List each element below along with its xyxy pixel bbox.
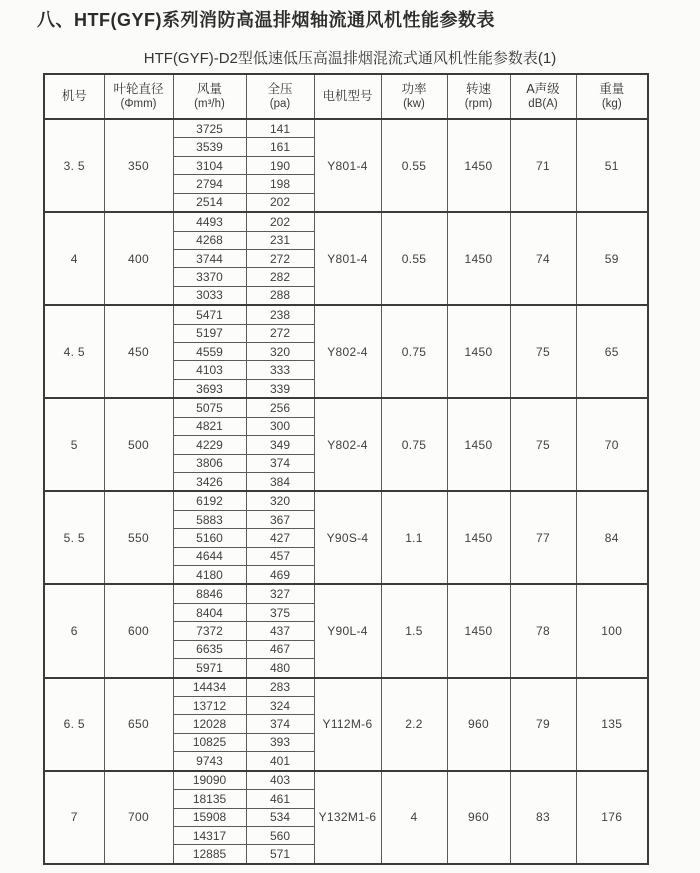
motor-model-cell: Y90S-4 [314,491,381,584]
airflow-cell: 5075 [173,398,246,417]
weight-cell: 70 [576,398,648,491]
airflow-cell: 5471 [173,305,246,324]
pressure-cell: 272 [246,324,314,342]
weight-cell: 135 [576,678,648,771]
speed-cell: 1450 [447,491,510,584]
impeller-diameter-cell: 550 [104,491,173,584]
motor-model-cell: Y802-4 [314,305,381,398]
pressure-cell: 349 [246,436,314,454]
airflow-cell: 12885 [173,845,246,864]
weight-cell: 176 [576,771,648,864]
motor-model-cell: Y132M1-6 [314,771,381,864]
power-cell: 4 [381,771,447,864]
weight-cell: 100 [576,584,648,677]
airflow-cell: 8404 [173,603,246,621]
pressure-cell: 374 [246,715,314,733]
speed-cell: 1450 [447,212,510,305]
fan-number-cell: 4. 5 [44,305,104,398]
pressure-cell: 461 [246,790,314,808]
fan-number-cell: 5. 5 [44,491,104,584]
header-power: 功率 (kw) [381,74,447,119]
airflow-cell: 19090 [173,771,246,790]
noise-level-cell: 83 [510,771,576,864]
impeller-diameter-cell: 500 [104,398,173,491]
airflow-cell: 15908 [173,808,246,826]
impeller-diameter-cell: 400 [104,212,173,305]
airflow-cell: 8846 [173,584,246,603]
table-subtitle: HTF(GYF)-D2型低速低压高温排烟混流式通风机性能参数表(1) [143,50,557,67]
pressure-cell: 283 [246,678,314,697]
airflow-cell: 6635 [173,640,246,658]
pressure-cell: 141 [246,119,314,138]
header-airflow: 风量 (m³/h) [173,74,246,119]
pressure-cell: 320 [246,491,314,510]
motor-model-cell: Y801-4 [314,119,381,212]
speed-cell: 1450 [447,584,510,677]
weight-cell: 59 [576,212,648,305]
airflow-cell: 12028 [173,715,246,733]
fan-number-cell: 4 [44,212,104,305]
speed-cell: 1450 [447,398,510,491]
pressure-cell: 202 [246,193,314,212]
document-title: 八、HTF(GYF)系列消防高温排烟轴流通风机性能参数表 [37,10,495,30]
pressure-cell: 282 [246,268,314,286]
airflow-cell: 7372 [173,622,246,640]
pressure-cell: 324 [246,697,314,715]
weight-cell: 51 [576,119,648,212]
pressure-cell: 327 [246,584,314,603]
speed-cell: 1450 [447,119,510,212]
pressure-cell: 375 [246,603,314,621]
airflow-cell: 3033 [173,286,246,305]
spec-row [44,771,648,790]
pressure-cell: 288 [246,286,314,305]
airflow-cell: 4559 [173,343,246,361]
pressure-cell: 427 [246,529,314,547]
airflow-cell: 5883 [173,510,246,528]
pressure-cell: 374 [246,454,314,472]
airflow-cell: 4821 [173,417,246,435]
spec-row [44,584,648,603]
spec-table-body [44,119,648,864]
power-cell: 1.1 [381,491,447,584]
airflow-cell: 3725 [173,119,246,138]
motor-model-cell: Y90L-4 [314,584,381,677]
header-impeller-diameter: 叶轮直径 (Φmm) [104,74,173,119]
impeller-diameter-cell: 650 [104,678,173,771]
impeller-diameter-cell: 450 [104,305,173,398]
motor-model-cell: Y802-4 [314,398,381,491]
fan-performance-table [43,73,649,865]
pressure-cell: 320 [246,343,314,361]
airflow-cell: 9743 [173,752,246,771]
power-cell: 0.55 [381,119,447,212]
weight-cell: 84 [576,491,648,584]
spec-row [44,212,648,231]
pressure-cell: 534 [246,808,314,826]
airflow-cell: 3104 [173,156,246,174]
airflow-cell: 2514 [173,193,246,212]
pressure-cell: 393 [246,733,314,751]
airflow-cell: 2794 [173,175,246,193]
impeller-diameter-cell: 600 [104,584,173,677]
spec-row [44,678,648,697]
airflow-cell: 4103 [173,361,246,379]
spec-row [44,398,648,417]
table-header-row [44,74,648,119]
pressure-cell: 238 [246,305,314,324]
airflow-cell: 5160 [173,529,246,547]
pressure-cell: 457 [246,547,314,565]
pressure-cell: 560 [246,826,314,844]
airflow-cell: 3370 [173,268,246,286]
airflow-cell: 14434 [173,678,246,697]
airflow-cell: 5197 [173,324,246,342]
fan-number-cell: 5 [44,398,104,491]
weight-cell: 65 [576,305,648,398]
power-cell: 1.5 [381,584,447,677]
impeller-diameter-cell: 350 [104,119,173,212]
motor-model-cell: Y801-4 [314,212,381,305]
pressure-cell: 161 [246,138,314,156]
pressure-cell: 367 [246,510,314,528]
pressure-cell: 467 [246,640,314,658]
header-motor-model: 电机型号 [314,74,381,119]
pressure-cell: 333 [246,361,314,379]
spec-row [44,491,648,510]
pressure-cell: 198 [246,175,314,193]
header-speed: 转速 (rpm) [447,74,510,119]
airflow-cell: 4644 [173,547,246,565]
power-cell: 0.75 [381,305,447,398]
airflow-cell: 4493 [173,212,246,231]
noise-level-cell: 75 [510,398,576,491]
airflow-cell: 3426 [173,472,246,491]
airflow-cell: 3693 [173,379,246,398]
pressure-cell: 469 [246,565,314,584]
airflow-cell: 3744 [173,249,246,267]
power-cell: 0.75 [381,398,447,491]
speed-cell: 960 [447,678,510,771]
pressure-cell: 231 [246,231,314,249]
noise-level-cell: 79 [510,678,576,771]
fan-number-cell: 3. 5 [44,119,104,212]
airflow-cell: 4229 [173,436,246,454]
pressure-cell: 202 [246,212,314,231]
pressure-cell: 403 [246,771,314,790]
pressure-cell: 190 [246,156,314,174]
noise-level-cell: 77 [510,491,576,584]
airflow-cell: 18135 [173,790,246,808]
noise-level-cell: 71 [510,119,576,212]
power-cell: 0.55 [381,212,447,305]
noise-level-cell: 78 [510,584,576,677]
header-fan-number: 机号 [44,74,104,119]
pressure-cell: 384 [246,472,314,491]
airflow-cell: 3806 [173,454,246,472]
header-weight: 重量 (kg) [576,74,648,119]
airflow-cell: 4180 [173,565,246,584]
noise-level-cell: 75 [510,305,576,398]
fan-number-cell: 7 [44,771,104,864]
fan-number-cell: 6. 5 [44,678,104,771]
pressure-cell: 401 [246,752,314,771]
airflow-cell: 5971 [173,659,246,678]
noise-level-cell: 74 [510,212,576,305]
pressure-cell: 300 [246,417,314,435]
speed-cell: 1450 [447,305,510,398]
spec-row [44,119,648,138]
power-cell: 2.2 [381,678,447,771]
header-noise-level: A声级 dB(A) [510,74,576,119]
pressure-cell: 480 [246,659,314,678]
pressure-cell: 256 [246,398,314,417]
impeller-diameter-cell: 700 [104,771,173,864]
speed-cell: 960 [447,771,510,864]
spec-row [44,305,648,324]
airflow-cell: 6192 [173,491,246,510]
pressure-cell: 571 [246,845,314,864]
header-total-pressure: 全压 (pa) [246,74,314,119]
airflow-cell: 13712 [173,697,246,715]
pressure-cell: 339 [246,379,314,398]
fan-number-cell: 6 [44,584,104,677]
airflow-cell: 14317 [173,826,246,844]
airflow-cell: 3539 [173,138,246,156]
motor-model-cell: Y112M-6 [314,678,381,771]
pressure-cell: 437 [246,622,314,640]
airflow-cell: 4268 [173,231,246,249]
pressure-cell: 272 [246,249,314,267]
airflow-cell: 10825 [173,733,246,751]
